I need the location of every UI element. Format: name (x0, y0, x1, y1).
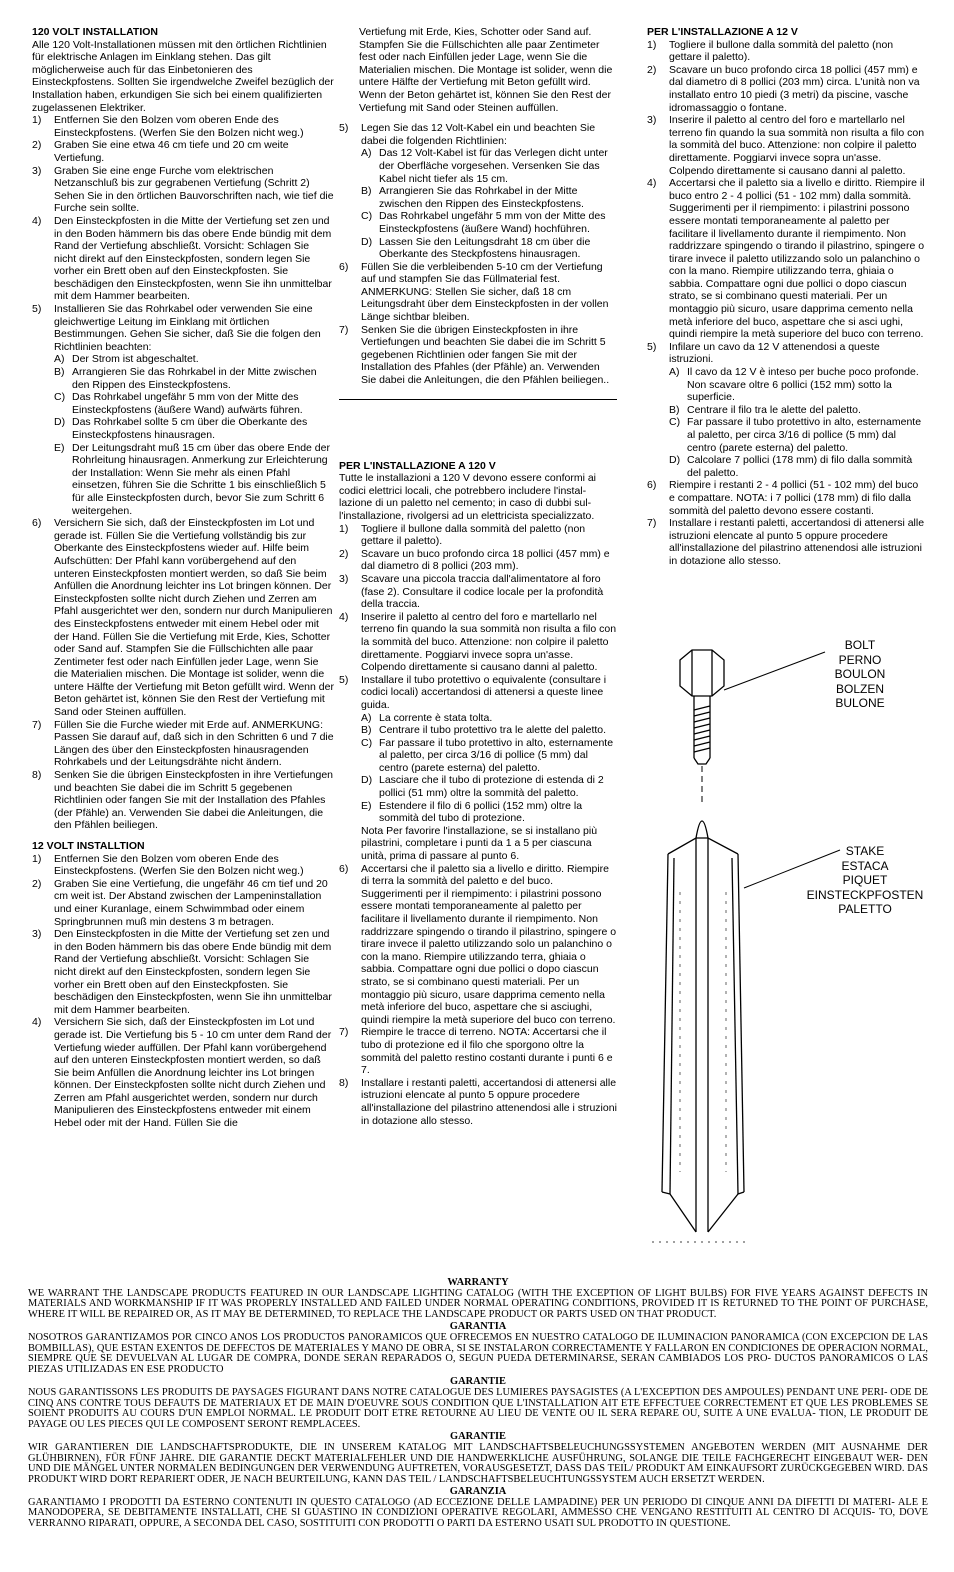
italian-12v-title: PER L'INSTALLAZIONE A 12 V (647, 26, 798, 38)
sub-item: B) Centrare il filo tra le alette del paletto. (669, 403, 861, 416)
warranty-title: GARANZIA (449, 1486, 507, 1498)
list-item: 3) Inserire il paletto al centro del foro e martellarlo nel terreno fin quando la sua sommità non risulta a filo con la sommità del buco. Attenzione: non colpire il paletto direttamente. Poggiarvi invece sopra un'asse. Colpendo direttamente si causano danni al paletto. (647, 114, 925, 177)
italian-12v-section (647, 26, 925, 568)
sub-item: D) Lasciare che il tubo di protezione di estenda di 2 pollici (51 mm) oltre la sommità del paletto. (361, 774, 604, 800)
warranty-title: WARRANTY (447, 1277, 509, 1288)
bolt-label: BOLT (844, 638, 876, 652)
stake-label: PIQUET (842, 873, 888, 887)
list-item: 7) Installare i restanti paletti, accertandosi di attenersi alle istruzioni elencate al punto 5 oppure procedere all'installazione del pilastrino attenendosi alle istruzioni in dotazione allo stesso. (647, 517, 925, 567)
sub-item: B) Arrangieren Sie das Rohrkabel in der Mitte zwischen den Rippen des Einsteckpfostens. (54, 366, 317, 391)
list-item: 4) Inserire il paletto al centro del foro e martellarlo nel terreno fin quando la sua sommità non risulta a filo con la sommità del buco. Attenzione: non colpire il paletto direttamente. Poggiarvi invece sopra un'asse. Colpendo direttamente si causano danni al paletto. (339, 610, 617, 674)
warranty-title: GARANTIE (449, 1431, 506, 1443)
list-item: 2) Graben Sie eine etwa 46 cm tiefe und 20 cm weite Vertiefung. (32, 139, 289, 164)
italian-120v-note: Nota Per favorire l'installazione, se si installano più pilastrini, completare i punti da 1 a 5 per ciascuna unità, prima di passare al punto 6. (361, 824, 598, 863)
list-item: 8) Senken Sie die übrigen Einsteckpfosten in ihre Vertiefungen und beachten Sie dabei die im Schritt 5 gegebenen Richtlinien oder fangen Sie mit der Installation des Pfahles (der Pfähle) an. Verwenden Sie dabei die Anleitungen, die den Pfählen beiliegen. (32, 769, 334, 832)
german-120v-section (32, 26, 334, 832)
italian-120v-intro: Tutte le installazioni a 120 V devono essere conformi ai codici elettrici locali, che potrebbero includere l'instal- lazione di un paletto nel cemento; in caso di dubbi sul- l'installazione, rivolgersi ad un elettricista specializzato. (339, 472, 597, 522)
sub-item: D) Das Rohrkabel sollte 5 cm über die Oberkante des Einsteckpfostens hinausragen. (54, 416, 308, 441)
german-12v-title: 12 VOLT INSTALLTION (32, 840, 145, 852)
list-item: 4) Accertarsi che il paletto sia a livello e diritto. Riempire il buco entro 2 - 4 pollici (51 - 102 mm) dalla sommità. Suggerimenti per il riempimento: i pilastrini possono essere montati temporaneamente al paletto per facilitare il livellamento durante il riempimento. Non raddrizzare spingendo o tirando il pilastrino, spingere o tirare invece il paletto utilizzando solo un palanchino o con la mano. Riempire utilizzando terra, ghiaia o sabbia. Compattare ogni due pollici o dopo ciascun strato, se si combinano questi materiali. Per un montaggio più sicuro, usare dapprima cemento nella metà inferiore del buco, aspettare che si asci ughi, quindi riempire la metà superiore del buco con terreno. (647, 177, 925, 341)
sub-item: E) Estendere il filo di 6 pollici (152 mm) oltre la sommità del tubo di protezione. (361, 799, 583, 825)
list-item: 1) Togliere il bullone dalla sommità del paletto (non gettare il paletto). (647, 38, 894, 64)
list-item: 7) Senken Sie die übrigen Einsteckpfosten in ihre Vertiefungen und beachten Sie dabei die im Schritt 5 gegebenen Richtlinien oder fangen Sie mit der Installation des Pfahles (der Pfähle) an. Verwenden Sie dabei die Anleitungen, die den Pfählen beiliegen.. (339, 323, 610, 387)
german-120v-intro: Alle 120 Volt-Installationen müssen mit den örtlichen Richtlinien für elektrische Anlagen im Einklang stehen. Das gilt möglicherweise auch für das Einbetonieren des Einsteckpfostens. Sollten Sie irgendwelche Zweifel bezüglich der Installation haben, erkundigen Sie sich bei einem qualifizierten zugelassenen Elektriker. (32, 38, 334, 114)
column-2 (339, 26, 617, 1135)
bolt-label: BOLZEN (835, 681, 884, 696)
sub-item: C) Das Rohrkabel ungefähr 5 mm von der Mitte des Einsteckpfostens (äußere Wand) hochführen. (361, 210, 606, 235)
sub-item: A) Das 12 Volt-Kabel ist für das Verlegen dicht unter der Oberfläche vorgesehen. Versenken Sie das Kabel nicht tiefer als 15 cm. (361, 147, 608, 185)
list-item: 7) Riempire le tracce di terreno. NOTA: Accertarsi che il tubo di protezione ed il filo che sporgono oltre la sommità del paletto restino costanti durante i punti 6 e 7. (339, 1026, 613, 1077)
stake-icon (652, 821, 750, 1242)
list-item: 8) Installare i restanti paletti, accertandosi di attenersi alle istruzioni elencate al punto 5 oppure procedere all'installazione del pilastrino attenendosi alle i struzioni in dotazione allo stesso. (339, 1076, 617, 1127)
list-item: 1) Entfernen Sie den Bolzen vom oberen Ende des Einsteckpfostens. (Werfen Sie den Bolzen nicht weg.) (32, 114, 304, 139)
sub-item: D) Lassen Sie den Leitungsdraht 18 cm über die Oberkante des Steckpfostens hinausragen. (361, 235, 591, 261)
list-item: 5) Legen Sie das 12 Volt-Kabel ein und beachten Sie dabei die folgenden Richtlinien: (339, 122, 596, 147)
list-item: 7) Füllen Sie die Furche wieder mit Erde auf. ANMERKUNG: Passen Sie darauf auf, daß sich in den Schritten 6 und 7 die Längen des über den Einsteckpfosten hinausragenden Rohrkabels und der Leitungsdrähte nicht ändern. (32, 718, 334, 769)
stake-drawing (640, 632, 940, 1262)
sub-item: A) Il cavo da 12 V è inteso per buche poco profonde. Non scavare oltre 6 pollici (152 mm) sotto la superficie. (669, 366, 919, 404)
bolt-label-group (810, 638, 910, 711)
list-item: 2) Graben Sie eine Vertiefung, die ungefähr 46 cm tief und 20 cm weit ist. Der Abstand zwischen der Lampeninstallation und einer Kuranlage, einem Schwimmbad oder einem Springbrunnen muß min destens 3 m betragen. (32, 877, 328, 928)
list-item: 4) Den Einsteckpfosten in die Mitte der Vertiefung set zen und in den Boden hämmern bis das obere Ende bündig mit dem Rand der Vertiefung abschließt. Vorsicht: Schlagen Sie nicht direkt auf den Einsteckpfosten, sondern legen Sie vorher ein Brett oben auf den Einsteckpfosten. Sie beschädigen den Einsteckpfosten, wenn Sie ihn unmittelbar mit dem Hammer bearbeiten. (32, 214, 332, 303)
warranty-body: NOSOTROS GARANTIZAMOS POR CINCO ANOS LOS PRODUCTOS PANORAMICOS QUE OFRECEMOS EN NUESTRO CATALOGO DE ILUMINACION PANORAMICA (CON EXCEPCION DE LAS BOMBILLAS), QUE ESTAN EXENTOS DE DEFECTOS DE MATERIALES Y MANO DE OBRA, SI SE INSTALARON CORRECTAMENTE Y FALLARON EN CONDICIONES DE OPERACION NORMAL, SIEMPRE QUE SE DEVUELVAN AL LUGAR DE COMPRA, DONDE SERAN REPARADOS O, SEGUN PUEDA DETERMINARSE, SERAN CAMBIADOS LOS PRO- DUCTOS PANORAMICOS O LAS PIEZAS UTILIZADAS EN ESE PRODUCTO (28, 1331, 928, 1375)
sub-item: C) Das Rohrkabel ungefähr 5 mm von der Mitte des Einsteckpfostens (äußere Wand) aufwärts führen. (54, 391, 303, 416)
german-12v-section (32, 840, 334, 1130)
warranty-title: GARANTIA (449, 1321, 507, 1333)
list-item: 3) Graben Sie eine enge Furche vom elektrischen Netzanschluß bis zur gegrabenen Vertiefung (Schritt 2) Sehen Sie in den örtlichen Bauvorschriften nach, wie tief die Furche sein sollte. (32, 164, 334, 215)
stake-label: PALETTO (838, 902, 892, 916)
list-item: 5) Infilare un cavo da 12 V attenendosi a queste istruzioni. (647, 340, 880, 366)
german-12v-step4-continued: Vertiefung mit Erde, Kies, Schotter oder Sand auf. Stampfen Sie die Füllschichten alle paar Zentimeter fest oder nach Einfüllen jeder Lage, wenn Sie die Materialien mischen. Die Montage ist solider, wenn die untere Hälfte der Vertiefung mit Beton gefüllt wird. Wenn der Beton gehärtet ist, können Sie den Rest der Vertiefung mit Sand oder Steinen auffüllen. (359, 26, 613, 114)
german-12v-section-b (339, 122, 617, 386)
sub-item: D) Calcolare 7 pollici (178 mm) di filo dalla sommità del paletto. (669, 454, 913, 479)
bolt-label: PERNO (838, 652, 882, 667)
italian-120v-title: PER L'INSTALLAZIONE A 120 V (339, 459, 496, 472)
list-item: 3) Scavare una piccola traccia dall'alimentatore al foro (fase 2). Consultare il codice locale per la profondità della traccia. (339, 572, 604, 611)
italian-120v-section (339, 460, 617, 1127)
list-item: 3) Den Einsteckpfosten in die Mitte der Vertiefung set zen und in den Boden hämmern bis das obere Ende bündig mit dem Rand der Vertiefung abschließt. Vorsicht: Schlagen Sie nicht direkt auf den Einsteckpfosten, sondern legen Sie vorher ein Brett oben auf den Einsteckpfosten. Sie beschädigen den Einsteckpfosten, wenn Sie ihn unmittelbar mit dem Hammer bearbeiten. (32, 928, 332, 1016)
list-item: 6) Versichern Sie sich, daß der Einsteckpfosten im Lot und gerade ist. Füllen Sie die Vertiefung vollständig bis zur Oberkante des Einsteckpfostens wieder auf. Hilfe beim Aufschütten: Der Pfahl kann vorübergehend auf den unteren Einsteckpfosten montiert werden, so daß Sie beim Anfüllen die Anordnung leichter ins Lot bringen können. Der Einsteckpfosten sollte nicht durch Ziehen und Zerren am Pfahl ausgerichtet wer den, sondern nur durch Manipulieren des Einsteckpfostens entweder mit einem Hebel oder mit der Hand. Füllen Sie die Vertiefung mit Erde, Kies, Schotter oder Sand auf. Stampfen Sie die Füllschichten alle paar Zentimeter fest oder nach Einfüllen jeder Lage, wenn Sie die Materialien mischen. Die Montage ist solider, wenn die untere Hälfte der Vertiefung mit Beton gefüllt wird. Wenn der Beton gehärtet ist, können Sie den Rest der Vertiefung mit Sand oder Steinen auffüllen. (32, 517, 334, 719)
column-3 (647, 26, 925, 576)
german-120v-title: 120 VOLT INSTALLATION (32, 26, 159, 38)
list-item: 6) Accertarsi che il paletto sia a livello e diritto. Riempire di terra la sommità del paletto e del buco. Suggerimenti per il riempimento: i pilastrini possono essere montati temporaneamente al paletto per facilitare il livellamento durante il riempimento. Non raddrizzare spingendo o tirando il pilastrino, spingere o tirare invece il paletto utilizzando solo un palanchino o con la mano. Riempire utilizzando terra, ghiaia o sabbia. Compattare ogni due pollici o dopo ciascun strato, se si combinano questi materiali. Per un montaggio più sicuro, usare dapprima cemento nella metà inferiore del buco, aspettare che si asciughi, quindi riempire la metà superiore del buco con terreno. (339, 862, 617, 1026)
list-item: 6) Füllen Sie die verbleibenden 5-10 cm der Vertiefung auf und stampfen Sie das Füllmaterial fest. ANMERKUNG: Stellen Sie sicher, daß 18 cm Leitungsdraht über dem Einsteckpfosten in der vollen Länge sichtbar bleiben. (339, 260, 609, 324)
warranty-section (28, 1278, 928, 1532)
stake-label: STAKE (845, 844, 885, 858)
list-item: 5) Installare il tubo protettivo o equivalente (consultare i codici locali) accertandosi di attenersi a queste linee guida. (339, 673, 607, 711)
bolt-label: BULONE (835, 696, 885, 710)
list-item: 2) Scavare un buco profondo circa 18 pollici (457 mm) e dal diametro di 8 pollici (203 mm) circa. L'unità non va installato entro 10 piedi (3 metri) da piscine, vasche idromassaggio o fontane. (647, 63, 920, 114)
warranty-body: WE WARRANT THE LANDSCAPE PRODUCTS FEATURED IN OUR LANDSCAPE LIGHTING CATALOG (WITH THE EXCEPTION OF LIGHT BULBS) FOR FIVE YEARS AGAINST DEFECTS IN MATERIALS AND WORKMANSHIP IF IT WAS PROPERLY INSTALLED AND FAILED UNDER NORMAL OPERATING CONDITIONS, PROVIDED IT IS RETURNED TO THE POINT OF PURCHASE, WHERE IT WILL BE REPAIRED OR, AS IT MAY BE DETERMINED, TO REPLACE THE LANDSCAPE PRODUCT OR PARTS USED ON THAT PRODUCT. (28, 1287, 928, 1320)
stake-label-group (800, 844, 930, 917)
column-1 (32, 26, 334, 1138)
stake-label: EINSTECKPFOSTEN (806, 887, 924, 902)
bolt-icon (680, 650, 724, 804)
sub-item: B) Centrare il tubo protettivo tra le alette del paletto. (361, 724, 607, 737)
section-divider (339, 399, 617, 400)
sub-item: C) Far passare il tubo protettivo in alto, esternamente al paletto, per circa 3/16 di pollice (5 mm) dal centro (parete esterna) del paletto. (669, 416, 922, 454)
stake-label: ESTACA (841, 858, 889, 873)
list-item: 2) Scavare un buco profondo circa 18 pollici (457 mm) e dal diametro di 8 pollici (203 mm). (339, 547, 610, 573)
warranty-title: GARANTIE (449, 1376, 506, 1388)
sub-item: A) Der Strom ist abgeschaltet. (54, 353, 199, 366)
sub-item: A) La corrente è stata tolta. (361, 711, 493, 724)
sub-item: B) Arrangieren Sie das Rohrkabel in der Mitte zwischen den Rippen des Einsteckpfostens. (361, 185, 584, 210)
sub-item: C) Far passare il tubo protettivo in alto, esternamente al paletto, per circa 3/16 di pollice (5 mm) dal centro (parete esterna) del paletto. (361, 736, 614, 774)
warranty-body: GARANTIAMO I PRODOTTI DA ESTERNO CONTENUTI IN QUESTO CATALOGO (AD ECCEZIONE DELLE LAMPADINE) PER UN PERIODO DI CINQUE ANNI DA DIFETTI DI MATERI- ALE E MANODOPERA, SE DEBITAMENTE INSTALLATI, CHE SI GUASTINO IN CONDIZIONI OPERATIVE REGOLARI, AMMESSO CHE VENGANO RESTITUITI AL CENTRO DI ACQUIS- TO, DOVE VERRANNO RIPARATI, OPPURE, A SECONDA DEL CASO, SOSTITUITI CON PRODOTTI O PARTI DA ESTERNO USATI SUL PRODOTTO IN QUESTIONE. (28, 1496, 928, 1530)
sub-item: E) Der Leitungsdraht muß 15 cm über das obere Ende der Rohrleitung hinausragen. Anmerkung zur Erleichterung der Installation: Wenn Sie mehr als einen Pfahl einsetzen, führen Sie die Schritte 1 bis einschließlich 5 für alle Einsteckpfosten durch, bevor Sie zum Schritt 6 weitergehen. (54, 441, 330, 517)
list-item: 1) Togliere il bullone dalla sommità del paletto (non gettare il paletto). (339, 522, 586, 548)
list-item: 6) Riempire i restanti 2 - 4 pollici (51 - 102 mm) del buco e compattare. NOTA: i 7 pollici (178 mm) di filo dalla sommità del paletto devono essere costanti. (647, 479, 919, 517)
bolt-and-stake-illustration (640, 632, 940, 1262)
list-item: 4) Versichern Sie sich, daß der Einsteckpfosten im Lot und gerade ist. Die Vertiefung bis 5 - 10 cm unter dem Rand der Vertiefung wieder auffüllen. Der Pfahl kann vorübergehend auf den unteren Einsteckpfosten montiert werden, so daß Sie beim Anfüllen die Anordnung leichter ins Lot bringen können. Der Einsteckpfosten sollte nicht durch Ziehen und Zerren am Pfahl ausgerichtet werden, sondern nur durch Manipulieren des Einsteckpfostens entweder mit einem Hebel oder mit der Hand. Füllen Sie die (32, 1016, 332, 1130)
bolt-label: BOULON (834, 667, 886, 681)
warranty-body: NOUS GARANTISSONS LES PRODUITS DE PAYSAGES FIGURANT DANS NOTRE CATALOGUE DES LUMIERES PAYSAGISTES (A L'EXCEPTION DES AMPOULES) PENDANT UNE PERI- ODE DE CINQ ANS CONTRE TOUS DEFAUTS DE MATERIAUX ET DE MAIN D'OEUVRE SOUS CONDITION QUE L'INSTALLATION AIT ETE EFFECTUEE CORRECTEMENT ET QUE LES PROBLEMES SE SOIENT PRODUITS AU COURS D'UN EMPLOI NORMAL. LE PRODUIT DOIT ETRE RETOURNE AU LIEU DE VENTE OU IL SERA REPARE OU, SUITE A UNE EVALUA- TION, LE PRODUIT DE PAYAGE OU LES PIECES QUI LE COMPOSENT SERONT REMPLACEES. (28, 1386, 928, 1430)
warranty-body: WIR GARANTIEREN DIE LANDSCHAFTSPRODUKTE, DIE IN UNSEREM KATALOG MIT LANDSCHAFTSBELEUCHUNGSSYSTEMEN ANGEBOTEN WERDEN (MIT AUSNAHME DER GLÜHBIRNEN), FÜR FÜNF JAHRE. DIE GARANTIE DECKT MATERIALFEHLER UND DIE HANDWERKLICHE AUSFÜHRUNG, SOLANGE DIE TEILE FACHGERECHT EINGEBAUT WER- DEN UND DIE MÄNGEL UNTER NORMALEN BEDINGUNGEN DER VERWENDUNG AUFTRETEN, VORAUSGESETZT, DASS DAS TEIL/ PRODUKT AM EINKAUFSORT ZURÜCKGEGEBEN WIRD. DAS PRODUKT WIRD DORT REPARIERT ODER, JE NACH BEURTEILUNG, KANN DAS TEIL / LANDSCHAFTSBELEUCHTUNGSSYSTEM AUCH ERSETZT WERDEN. (28, 1441, 928, 1485)
list-item: 1) Entfernen Sie den Bolzen vom oberen Ende des Einsteckpfostens. (Werfen Sie den Bolzen nicht weg.) (32, 852, 304, 878)
list-item: 5) Installieren Sie das Rohrkabel oder verwenden Sie eine gleichwertige Leitung im Einklang mit örtlichen Bestimmungen. Gehen Sie sicher, daß Sie die folgen den Richtlinien beachten: (32, 303, 321, 353)
german-12v-continued (339, 26, 617, 114)
